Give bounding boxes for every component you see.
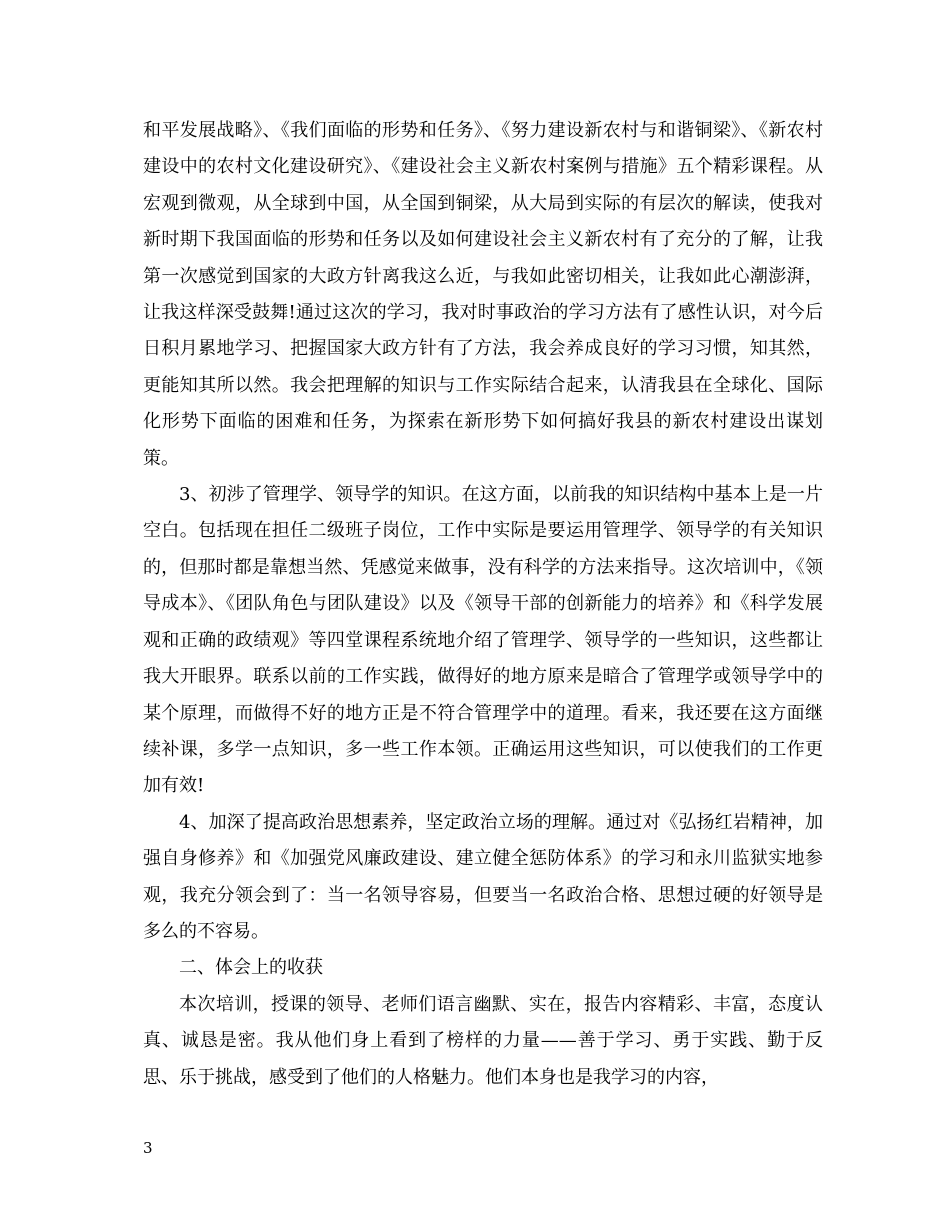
paragraph-item-3: 3、初涉了管理学、领导学的知识。在这方面，以前我的知识结构中基本上是一片空白。包括现在担任二级班子岗位，工作中实际是要运用管理学、领导学的有关知识的，但那时都是靠想当然、凭感觉来做事，没有科学的方法来指导。这次培训中，《领导成本》、《团队角色与团队建设》以及《领导干部的创新能力的培养》和《科学发展观和正确的政绩观》等四堂课程系统地介绍了管理学、领导学的一些知识，这些都让我大开眼界。联系以前的工作实践，做得好的地方原来是暗合了管理学或领导学中的某个原理，而做得不好的地方正是不符合管理学中的道理。看来，我还要在这方面继续补课，多学一点知识，多一些工作本领。正确运用这些知识，可以使我们的工作更加有效! xyxy=(143,484,823,797)
paragraph-training: 本次培训，授课的领导、老师们语言幽默、实在，报告内容精彩、丰富，态度认真、诚恳是密。我从他们身上看到了榜样的力量——善于学习、勇于实践、勤于反思、乐于挑战，感受到了他们的人格魅力。他们本身也是我学习的内容， xyxy=(143,993,823,1088)
paragraph-continuation: 和平发展战略》、《我们面临的形势和任务》、《努力建设新农村与和谐铜梁》、《新农村建设中的农村文化建设研究》、《建设社会主义新农村案例与措施》五个精彩课程。从宏观到微观，从全球到中国，从全国到铜梁，从大局到实际的有层次的解读，使我对新时期下我国面临的形势和任务以及如何建设社会主义新农村有了充分的了解，让我第一次感觉到国家的大政方针离我这么近，与我如此密切相关，让我如此心潮澎湃，让我这样深受鼓舞!通过这次的学习，我对时事政治的学习方法有了感性认识，对今后日积月累地学习、把握国家大政方针有了方法，我会养成良好的学习习惯，知其然，更能知其所以然。我会把理解的知识与工作实际结合起来，认清我县在全球化、国际化形势下面临的困难和任务，为探索在新形势下如何搞好我县的新农村建设出谋划策。 xyxy=(143,120,823,469)
paragraph-item-4: 4、加深了提高政治思想素养，坚定政治立场的理解。通过对《弘扬红岩精神，加强自身修养》和《加强党风廉政建设、建立健全惩防体系》的学习和永川监狱实地参观，我充分领会到了：当一名领导容易，但要当一名政治合格、思想过硬的好领导是多么的不容易。 xyxy=(143,811,823,942)
page-number: 3 xyxy=(143,1139,153,1157)
document-body xyxy=(143,113,823,1096)
section-heading: 二、体会上的收获 xyxy=(179,957,323,979)
